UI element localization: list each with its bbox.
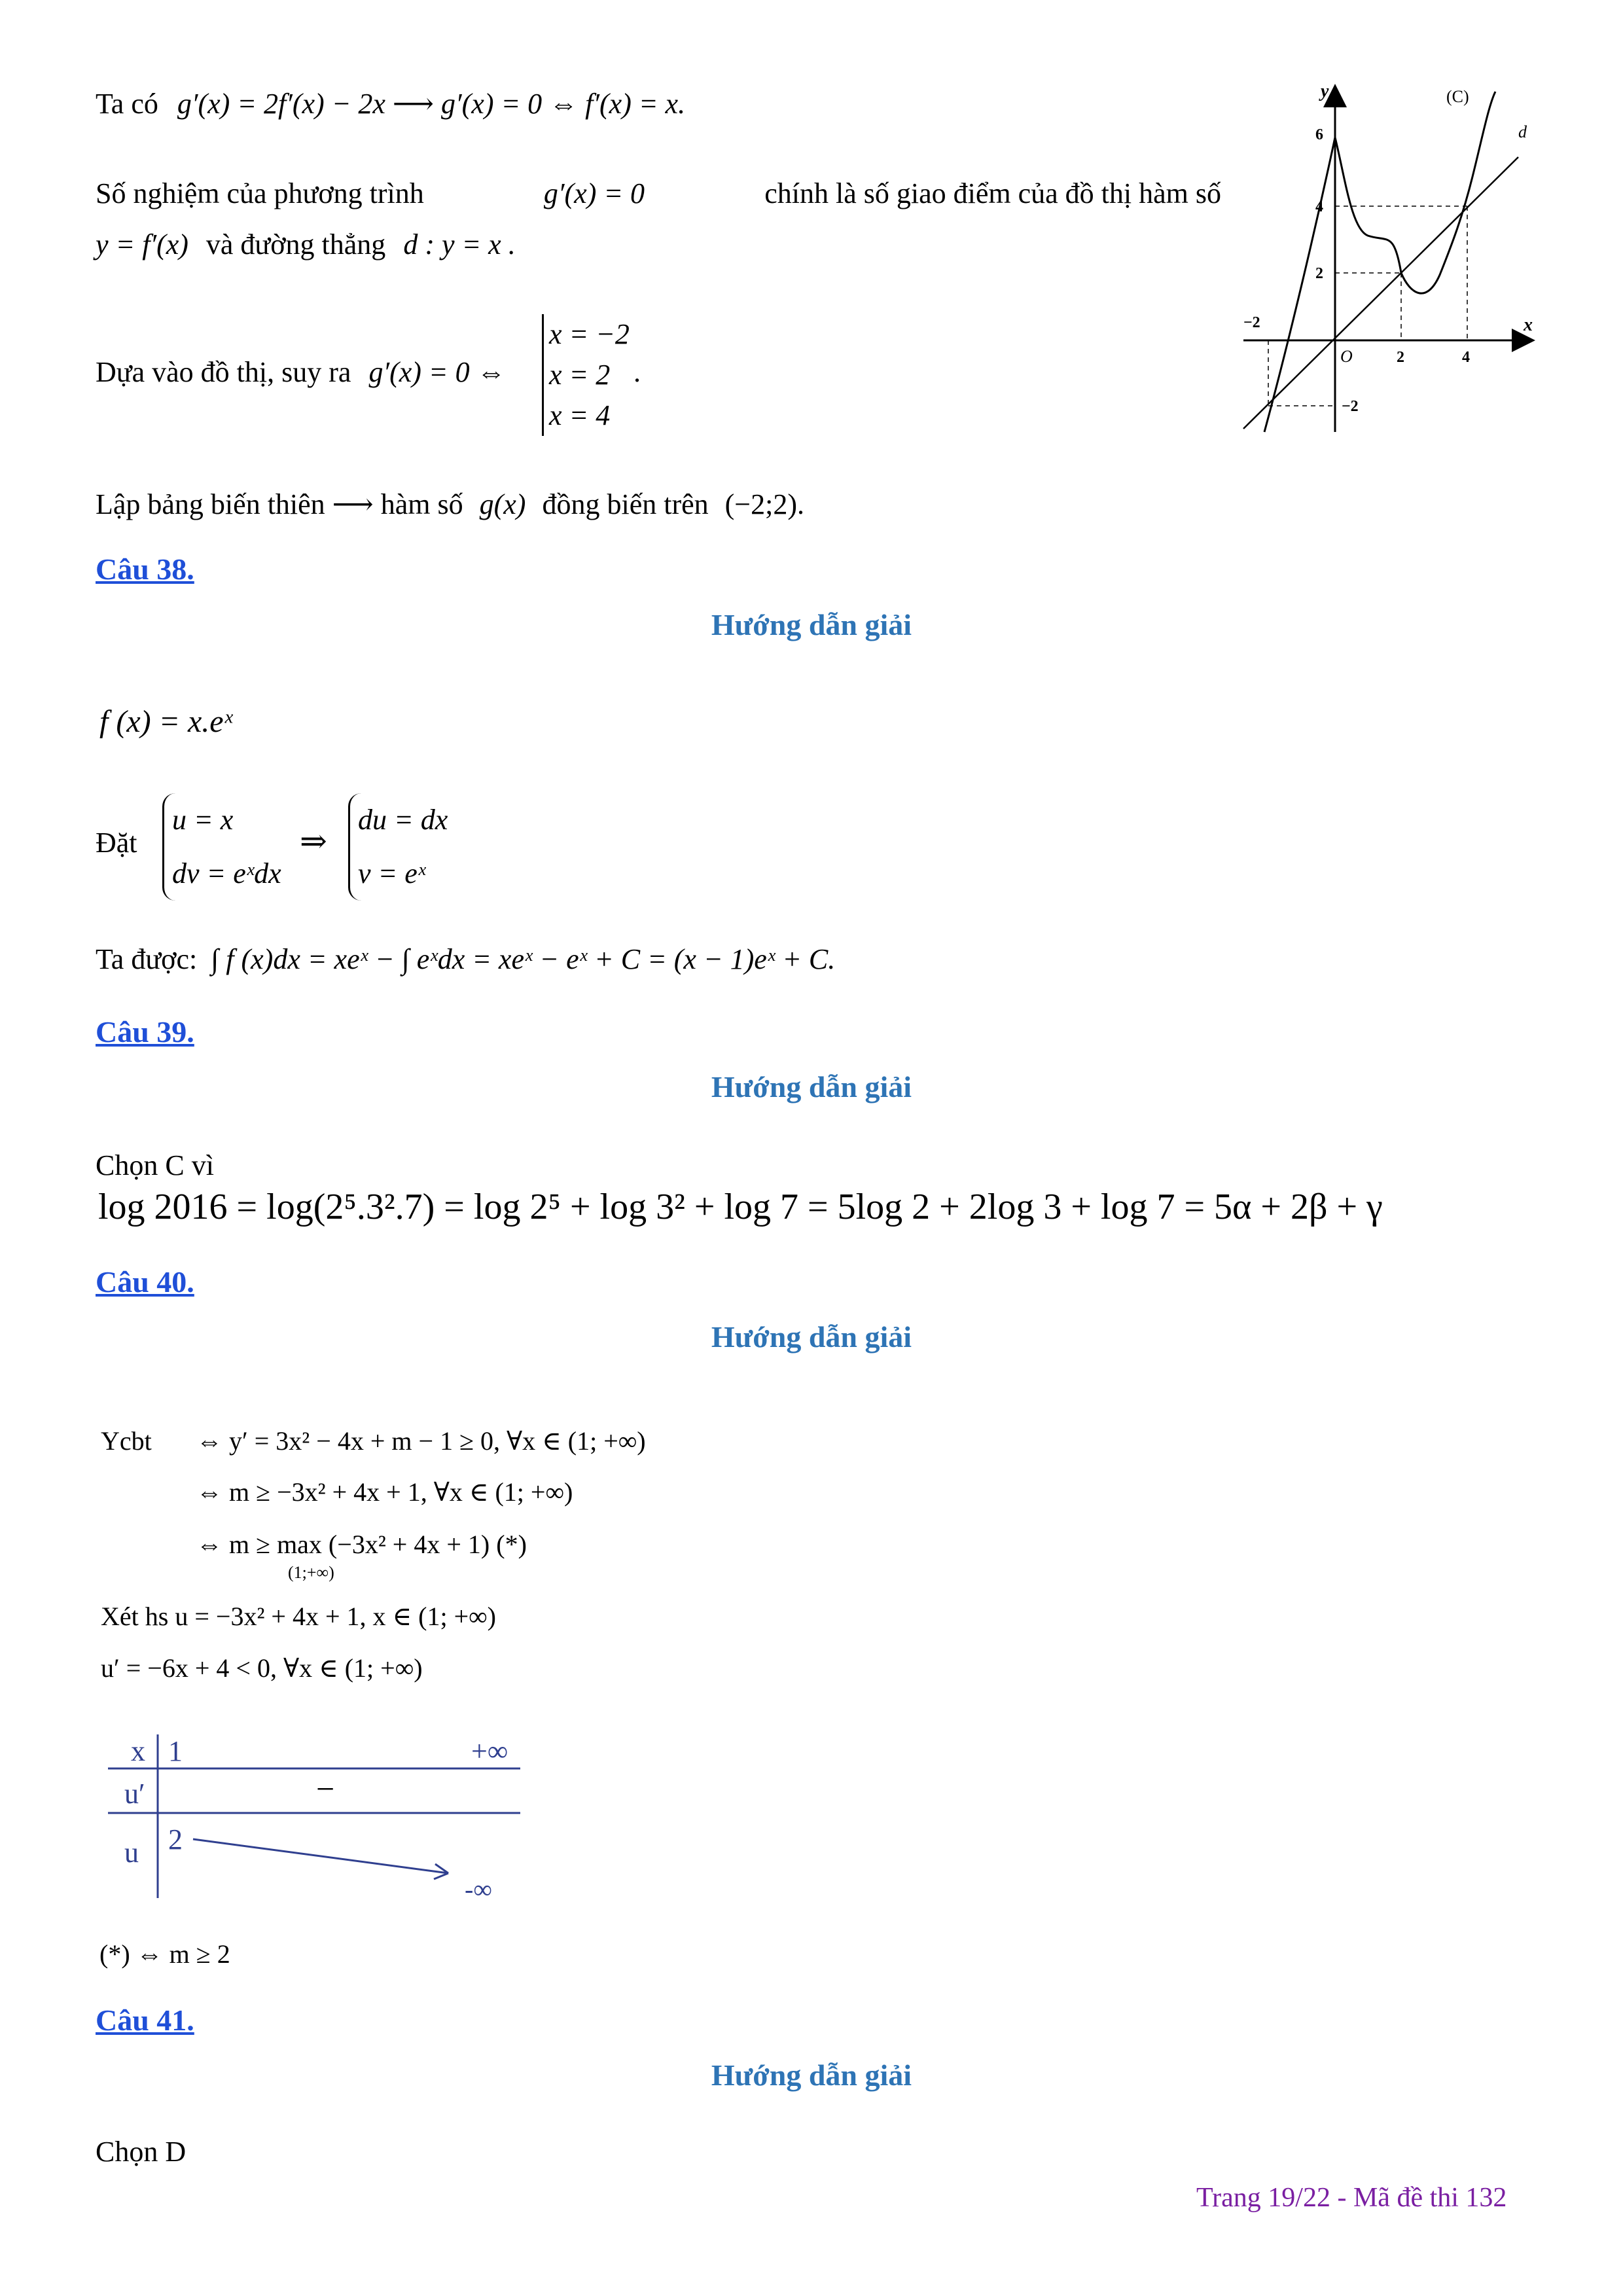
variation-table — [108, 1734, 527, 1905]
q41-title: Câu 41. — [96, 2003, 194, 2037]
formula-gx: g(x) — [479, 488, 526, 520]
formula-g-prime: g′(x) = 2f′(x) − 2x ⟶ g′(x) = 0 ⇔ f′(x) = x. — [177, 88, 686, 120]
tick-y4: 4 — [1315, 198, 1323, 215]
q41-choice: Chọn D — [96, 2136, 187, 2168]
q38-result-formula: ∫ f (x)dx = xeˣ − ∫ eˣdx = xeˣ − eˣ + C = (x − 1)eˣ + C. — [211, 943, 836, 975]
vt-row-x: x — [131, 1735, 145, 1767]
tick-x2: 2 — [1397, 349, 1404, 366]
formula-interval: (−2;2). — [724, 488, 804, 520]
root-2: x = 2 — [549, 359, 611, 391]
q38-guide-title: Hướng dẫn giải — [711, 608, 912, 641]
q40-step2: ⇔ m ≥ −3x² + 4x + 1, ∀x ∈ (1; +∞) — [196, 1477, 573, 1507]
q39-choice: Chọn C vì — [96, 1149, 214, 1181]
q40-step1: ⇔ y′ = 3x² − 4x + m − 1 ≥ 0, ∀x ∈ (1; +∞) — [196, 1426, 646, 1456]
q38-du: du = dx — [358, 804, 448, 836]
q40-conclusion: (*) ⇔ m ≥ 2 — [99, 1939, 230, 1969]
root-neg2: x = −2 — [549, 318, 630, 350]
tick-x-neg2: −2 — [1243, 314, 1260, 331]
q38-v: v = eˣ — [358, 857, 426, 889]
formula-g-equiv: g′(x) = 0 ⇔ — [368, 356, 506, 388]
q40-guide-title: Hướng dẫn giải — [711, 1320, 912, 1354]
text-dong-bien: đồng biến trên — [542, 488, 709, 520]
x-axis-label: x — [1524, 315, 1533, 335]
q40-ycbt: Ycbt — [101, 1426, 152, 1456]
page-footer: Trang 19/22 - Mã đề thi 132 — [1196, 2183, 1507, 2213]
tick-x4: 4 — [1462, 349, 1470, 366]
line-label: d — [1518, 122, 1527, 141]
origin-label: O — [1340, 347, 1353, 366]
q38-fx: f (x) = x.eˣ — [99, 704, 233, 739]
root-4: x = 4 — [549, 399, 611, 431]
line-so-nghiem — [96, 177, 1221, 210]
q38-dv: dv = eˣdx — [172, 857, 281, 889]
q40-step3-sub: (1;+∞) — [288, 1563, 334, 1582]
tick-y2: 2 — [1315, 265, 1323, 282]
q38-sys-right — [348, 793, 448, 901]
tick-y6: 6 — [1315, 126, 1323, 143]
q40-xet: Xét hs u = −3x² + 4x + 1, x ∈ (1; +∞) — [101, 1602, 496, 1631]
line-lap-bang — [96, 488, 804, 521]
line-y-fprime — [96, 228, 516, 261]
q38-set-label: Đặt — [96, 827, 137, 859]
vt-u-end: -∞ — [465, 1874, 492, 1904]
vt-sign: − — [316, 1770, 335, 1807]
y-axis-label: y — [1321, 81, 1329, 101]
decrease-arrow — [193, 1839, 448, 1873]
text-so-nghiem: Số nghiệm của phương trình — [96, 177, 424, 209]
text-giao-diem: chính là số giao điểm của đồ thị hàm số — [764, 177, 1221, 209]
tick-y-neg2: −2 — [1342, 398, 1359, 415]
formula-line-d: d : y = x . — [403, 228, 516, 260]
q40-title: Câu 40. — [96, 1265, 194, 1299]
function-graph — [1230, 79, 1544, 439]
line-d — [1243, 157, 1518, 429]
curve-label: (C) — [1446, 87, 1469, 106]
formula-y-fprime: y = f′(x) — [96, 228, 188, 260]
vt-u-start: 2 — [168, 1823, 183, 1856]
vt-row-u: u — [124, 1837, 139, 1869]
line-ta-co — [96, 87, 685, 120]
q38-u: u = x — [172, 804, 234, 836]
curve-c — [1264, 92, 1495, 432]
q40-step3: ⇔ m ≥ max (−3x² + 4x + 1) (*) — [196, 1530, 527, 1559]
q38-implies: ⇒ — [300, 823, 327, 859]
text-duong-thang: và đường thẳng — [205, 228, 386, 260]
q38-result — [96, 942, 835, 976]
formula-g-zero: g′(x) = 0 — [543, 177, 645, 209]
roots-period: . — [633, 356, 641, 388]
q38-result-label: Ta được: — [96, 943, 198, 975]
q39-formula: log 2016 = log(2⁵.3².7) = log 2⁵ + log 3² + log 7 = 5log 2 + 2log 3 + log 7 = 5α + 2β + γ — [98, 1187, 1383, 1227]
vt-x-end: +∞ — [471, 1735, 508, 1767]
q39-title: Câu 39. — [96, 1015, 194, 1049]
q41-guide-title: Hướng dẫn giải — [711, 2058, 912, 2092]
text-dua-vao: Dựa vào đồ thị, suy ra g′(x) = 0 ⇔ — [96, 356, 506, 388]
roots-system — [542, 314, 630, 436]
q38-title: Câu 38. — [96, 552, 194, 586]
text-lap-bang: Lập bảng biến thiên ⟶ hàm số — [96, 488, 463, 520]
q38-sys-left — [162, 793, 281, 901]
q39-guide-title: Hướng dẫn giải — [711, 1070, 912, 1103]
text-ta-co: Ta có — [96, 88, 158, 120]
q40-deriv: u′ = −6x + 4 < 0, ∀x ∈ (1; +∞) — [101, 1653, 423, 1683]
vt-x-start: 1 — [168, 1735, 183, 1767]
vt-row-du: u′ — [124, 1778, 145, 1810]
